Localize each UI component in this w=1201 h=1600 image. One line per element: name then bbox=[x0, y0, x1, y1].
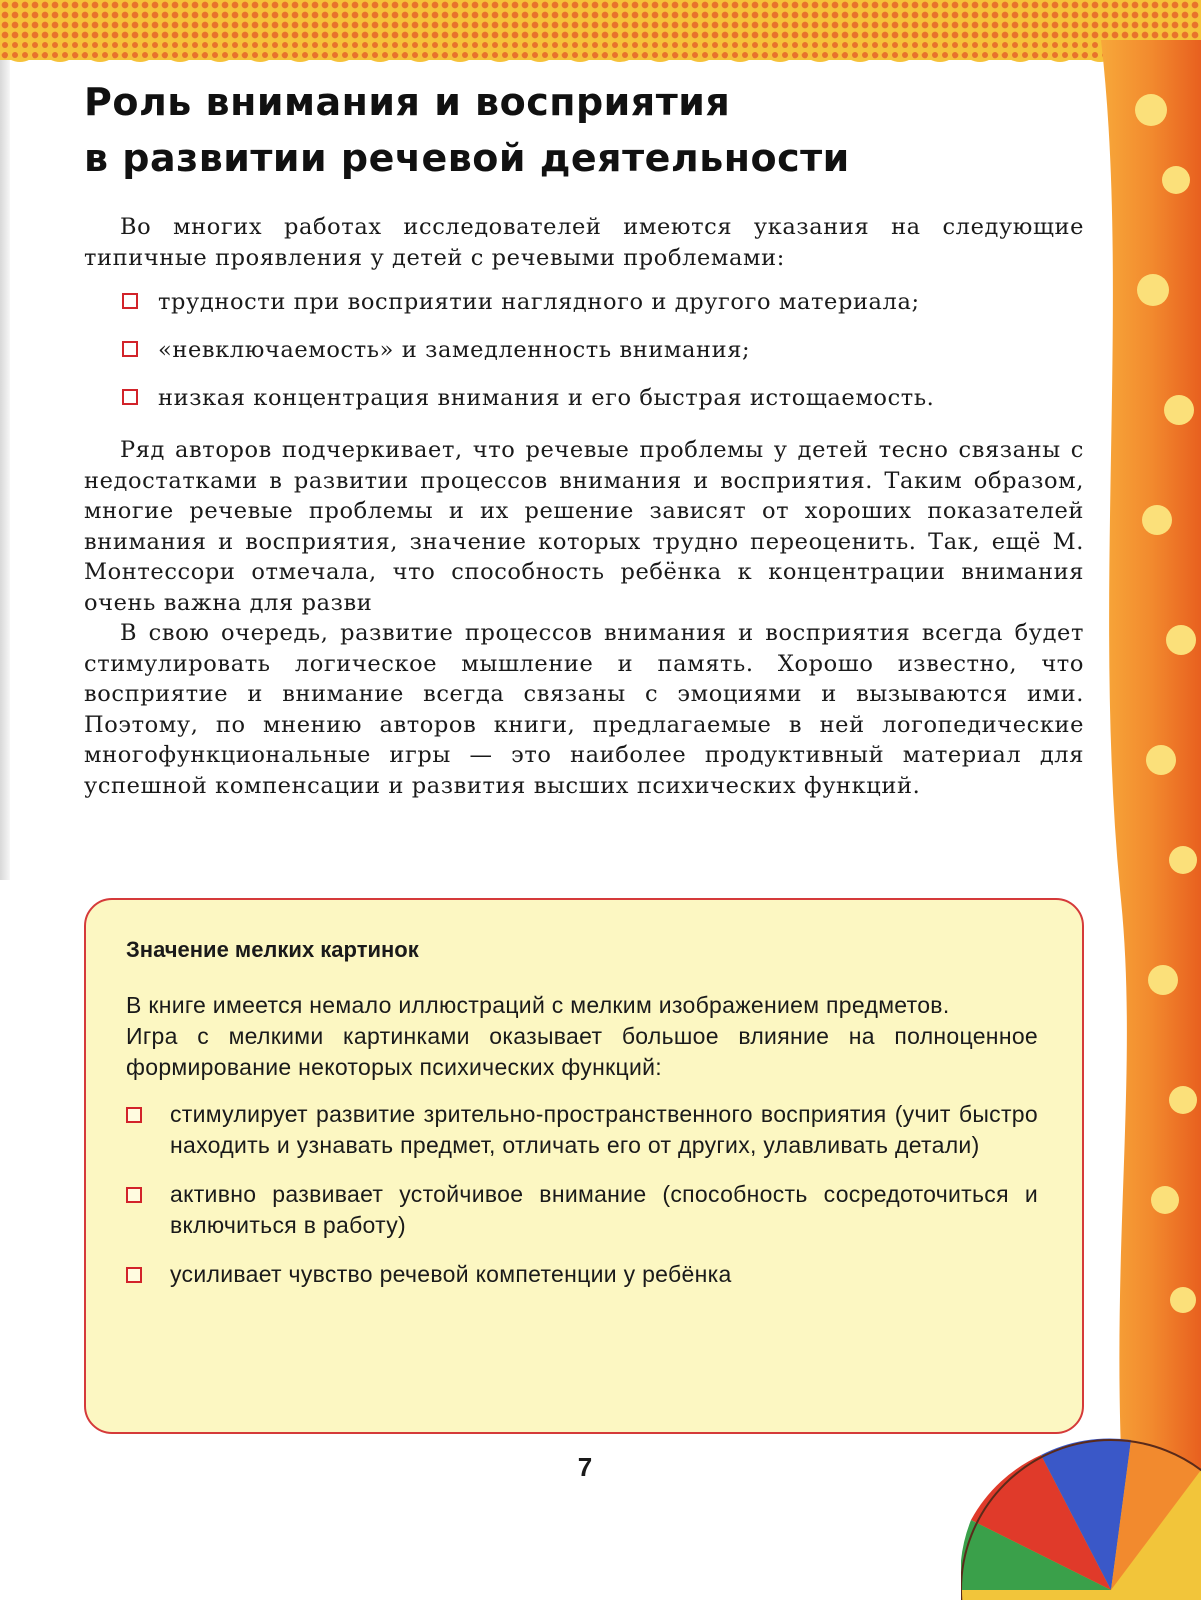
beach-ball-icon bbox=[961, 1400, 1201, 1600]
list-item-text: «невключаемость» и замедленность внимания; bbox=[158, 337, 751, 363]
list-item bbox=[126, 1179, 1038, 1241]
info-box-list bbox=[126, 1099, 1038, 1290]
list-item bbox=[122, 287, 1084, 317]
list-item-text: стимулирует развитие зрительно-пространственного восприятия (учит быстро находить и узнавать предмет, отличать его от других, улавливать детали) bbox=[170, 1101, 1038, 1158]
list-item bbox=[126, 1259, 1038, 1290]
page-gutter-shadow bbox=[0, 60, 10, 880]
checkbox-bullet-icon bbox=[126, 1107, 142, 1123]
page-title bbox=[84, 74, 850, 186]
list-item bbox=[122, 335, 1084, 365]
symptoms-list bbox=[122, 287, 1084, 413]
list-item-text: активно развивает устойчивое внимание (способность сосредоточиться и включиться в работу) bbox=[170, 1181, 1038, 1238]
title-line-2: в развитии речевой деятельности bbox=[84, 136, 850, 180]
right-curtain-decoration bbox=[1091, 0, 1201, 1600]
info-box-paragraph: В книге имеется немало иллюстраций с мелким изображением предметов. bbox=[126, 992, 950, 1018]
checkbox-bullet-icon bbox=[122, 341, 138, 357]
checkbox-bullet-icon bbox=[126, 1187, 142, 1203]
intro-paragraph: Во многих работах исследователей имеются указания на следующие типичные проявления у детей с речевыми проблемами: bbox=[84, 214, 1084, 271]
info-box-title: Значение мелких картинок bbox=[126, 937, 419, 962]
title-line-1: Роль внимания и восприятия bbox=[84, 80, 731, 124]
checkbox-bullet-icon bbox=[126, 1267, 142, 1283]
list-item bbox=[126, 1099, 1038, 1161]
page-number: 7 bbox=[577, 1452, 593, 1482]
checkbox-bullet-icon bbox=[122, 293, 138, 309]
main-text bbox=[84, 212, 1084, 801]
list-item-text: трудности при восприятии наглядного и другого материала; bbox=[158, 289, 920, 315]
info-box-small-pictures bbox=[84, 898, 1084, 1434]
checkbox-bullet-icon bbox=[122, 389, 138, 405]
paragraph-games: В свою очередь, развитие процессов внимания и восприятия всегда будет стимулировать логическое мышление и память. Хорошо известно, что восприятие и внимание всегда связаны с эмоциями и вызываются ими. Поэтому, по мнению авторов книги, предлагаемые в ней логопедические многофункциональные игры — это наиболее продуктивный материал для успешной компенсации и развития высших психических функций. bbox=[84, 620, 1084, 799]
info-box-paragraph: Игра с мелкими картинками оказывает большое влияние на полноценное формирование некоторых психических функций: bbox=[126, 1023, 1038, 1080]
list-item-text: низкая концентрация внимания и его быстрая истощаемость. bbox=[158, 385, 935, 411]
list-item-text: усиливает чувство речевой компетенции у ребёнка bbox=[170, 1261, 732, 1287]
list-item bbox=[122, 383, 1084, 413]
paragraph-authors: Ряд авторов подчеркивает, что речевые проблемы у детей тесно связаны с недостатками в развитии процессов внимания и восприятия. Таким образом, многие речевые проблемы и их решение зависят от хороших показателей внимания и восприятия, значение которых трудно переоценить. Так, ещё М. Монтессори отмечала, что способность ребёнка к концентрации внимания очень важна для разви bbox=[84, 437, 1084, 616]
